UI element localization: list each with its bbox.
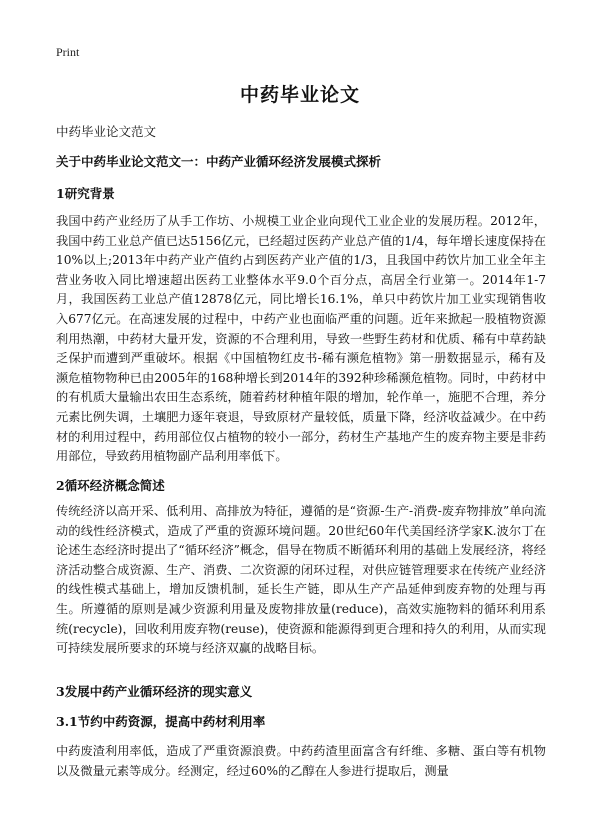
- section-heading-practical-significance: 3发展中药产业循环经济的现实意义: [56, 684, 253, 699]
- section-heading-circular-economy: 2循环经济概念简述: [56, 478, 165, 493]
- article-title: 关于中药毕业论文范文一：中药产业循环经济发展模式探析: [56, 154, 382, 169]
- section-heading-research-background: 1研究背景: [56, 186, 115, 201]
- print-label: Print: [56, 45, 80, 59]
- document-title: 中药毕业论文: [239, 84, 360, 106]
- subsection-paragraph-save-resources: 中药废渣利用率低，造成了严重资源浪费。中药药渣里面富含有纤维、多糖、蛋白等有机物以及微量元素等成分。经测定，经过60%的乙醇在人参进行提取后，测量: [56, 744, 546, 778]
- document-subtitle: 中药毕业论文范文: [56, 124, 157, 139]
- subsection-heading-save-resources: 3.1节约中药资源，提高中药材利用率: [56, 714, 266, 729]
- section-paragraph-circular-economy: 传统经济以高开采、低利用、高排放为特征，遵循的是“资源-生产-消费-废弃物排放”单向流动的线性经济模式，造成了严重的资源环境问题。20世纪60年代美国经济学家K.波尔丁在论述生态经济时提出了“循环经济”概念，倡导在物质不断循环利用的基础上发展经济，将经济活动整合成资源、生产、消费、二次资源的闭环过程，对供应链管理要求在传统产业经济的线性模式基础上，增加反馈机制，延长生产链，即从生产产品延伸到废弃物的处理与再生。所遵循的原则是减少资源利用量及废物排放量(reduce)，高效实施物料的循环利用系统(recycle)，回收利用废弃物(reuse)，使资源和能源得到更合理和持久的利用，从而实现可持续发展所要求的环境与经济双赢的战略目标。: [56, 504, 546, 656]
- section-paragraph-research-background: 我国中药产业经历了从手工作坊、小规模工业企业向现代工业企业的发展历程。2012年，我国中药工业总产值已达5156亿元，已经超过医药产业总产值的1/4，每年增长速度保持在10%以上;2013年中药产业产值约占到医药产业产值的1/3，且我国中药饮片加工业全年主营业务收入同比增速超出医药工业整体水平9.0个百分点，高居全行业第一。2014年1-7月，我国医药工业总产值12878亿元，同比增长16.1%，单只中药饮片加工业实现销售收入677亿元。在高速发展的过程中，中药产业也面临严重的问题。近年来掀起一股植物资源利用热潮，中药材大量开发，资源的不合理利用，导致一些野生药材和优质、稀有中草药缺乏保护而遭到严重破坏。根据《中国植物红皮书-稀有濒危植物》第一册数据显示，稀有及濒危植物物种已由2005年的168种增长到2014年的392种珍稀濒危植物。同时，中药材中的有机质大量输出农田生态系统，随着药材种植年限的增加，轮作单一，施肥不合理，养分元素比例失调，土壤肥力逐年衰退，导致原材产量较低，质量下降，经济收益减少。在中药材的利用过程中，药用部位仅占植物的较小一部分，药材生产基地产生的废弃物主要是非药用部位，导致药用植物副产品利用率低下。: [56, 214, 546, 464]
